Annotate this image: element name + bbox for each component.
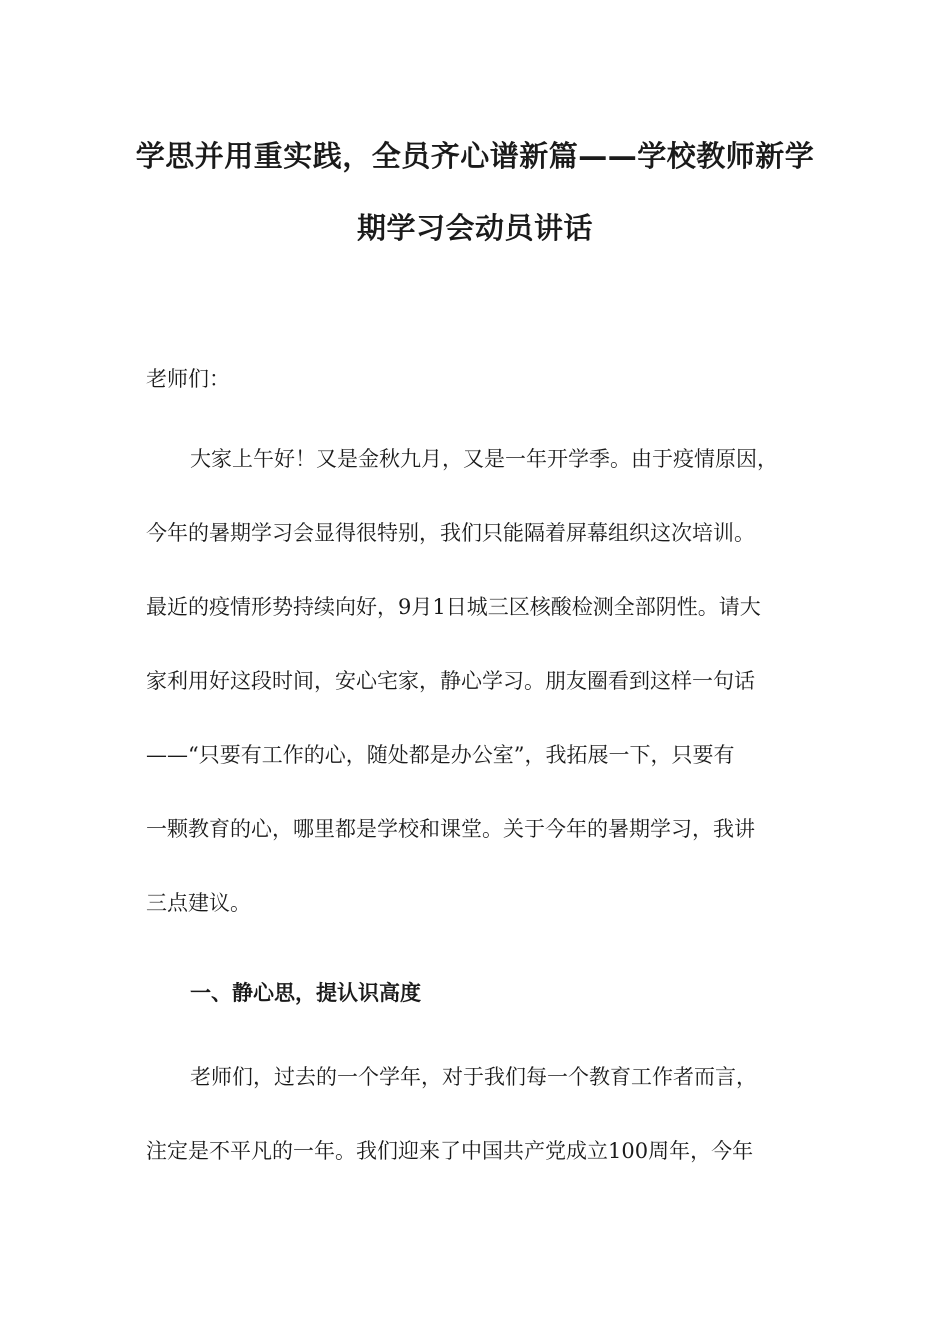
section-1-heading: 一、静心思，提认识高度 [190,981,421,1005]
paragraph-1-line: 三点建议。 [146,891,251,915]
document-title-line-1: 学思并用重实践，全员齐心谱新篇——学校教师新学 [135,139,815,173]
paragraph-1-line: ——“只要有工作的心，随处都是办公室”，我拓展一下，只要有 [146,743,735,767]
paragraph-1-line: 今年的暑期学习会显得很特别，我们只能隔着屏幕组织这次培训。 [146,521,755,545]
paragraph-1-line: 一颗教育的心，哪里都是学校和课堂。关于今年的暑期学习，我讲 [146,817,755,841]
paragraph-2-line: 老师们，过去的一个学年，对于我们每一个教育工作者而言， [190,1065,757,1089]
paragraph-1-line: 家利用好这段时间，安心宅家，静心学习。朋友圈看到这样一句话 [146,669,755,693]
salutation: 老师们： [146,367,230,391]
paragraph-2-line: 注定是不平凡的一年。我们迎来了中国共产党成立100周年，今年 [146,1139,754,1163]
document-title-line-2: 期学习会动员讲话 [356,211,593,245]
paragraph-1-line: 最近的疫情形势持续向好，9月1日城三区核酸检测全部阴性。请大 [146,595,761,619]
paragraph-1-line: 大家上午好！又是金秋九月，又是一年开学季。由于疫情原因， [190,447,778,471]
